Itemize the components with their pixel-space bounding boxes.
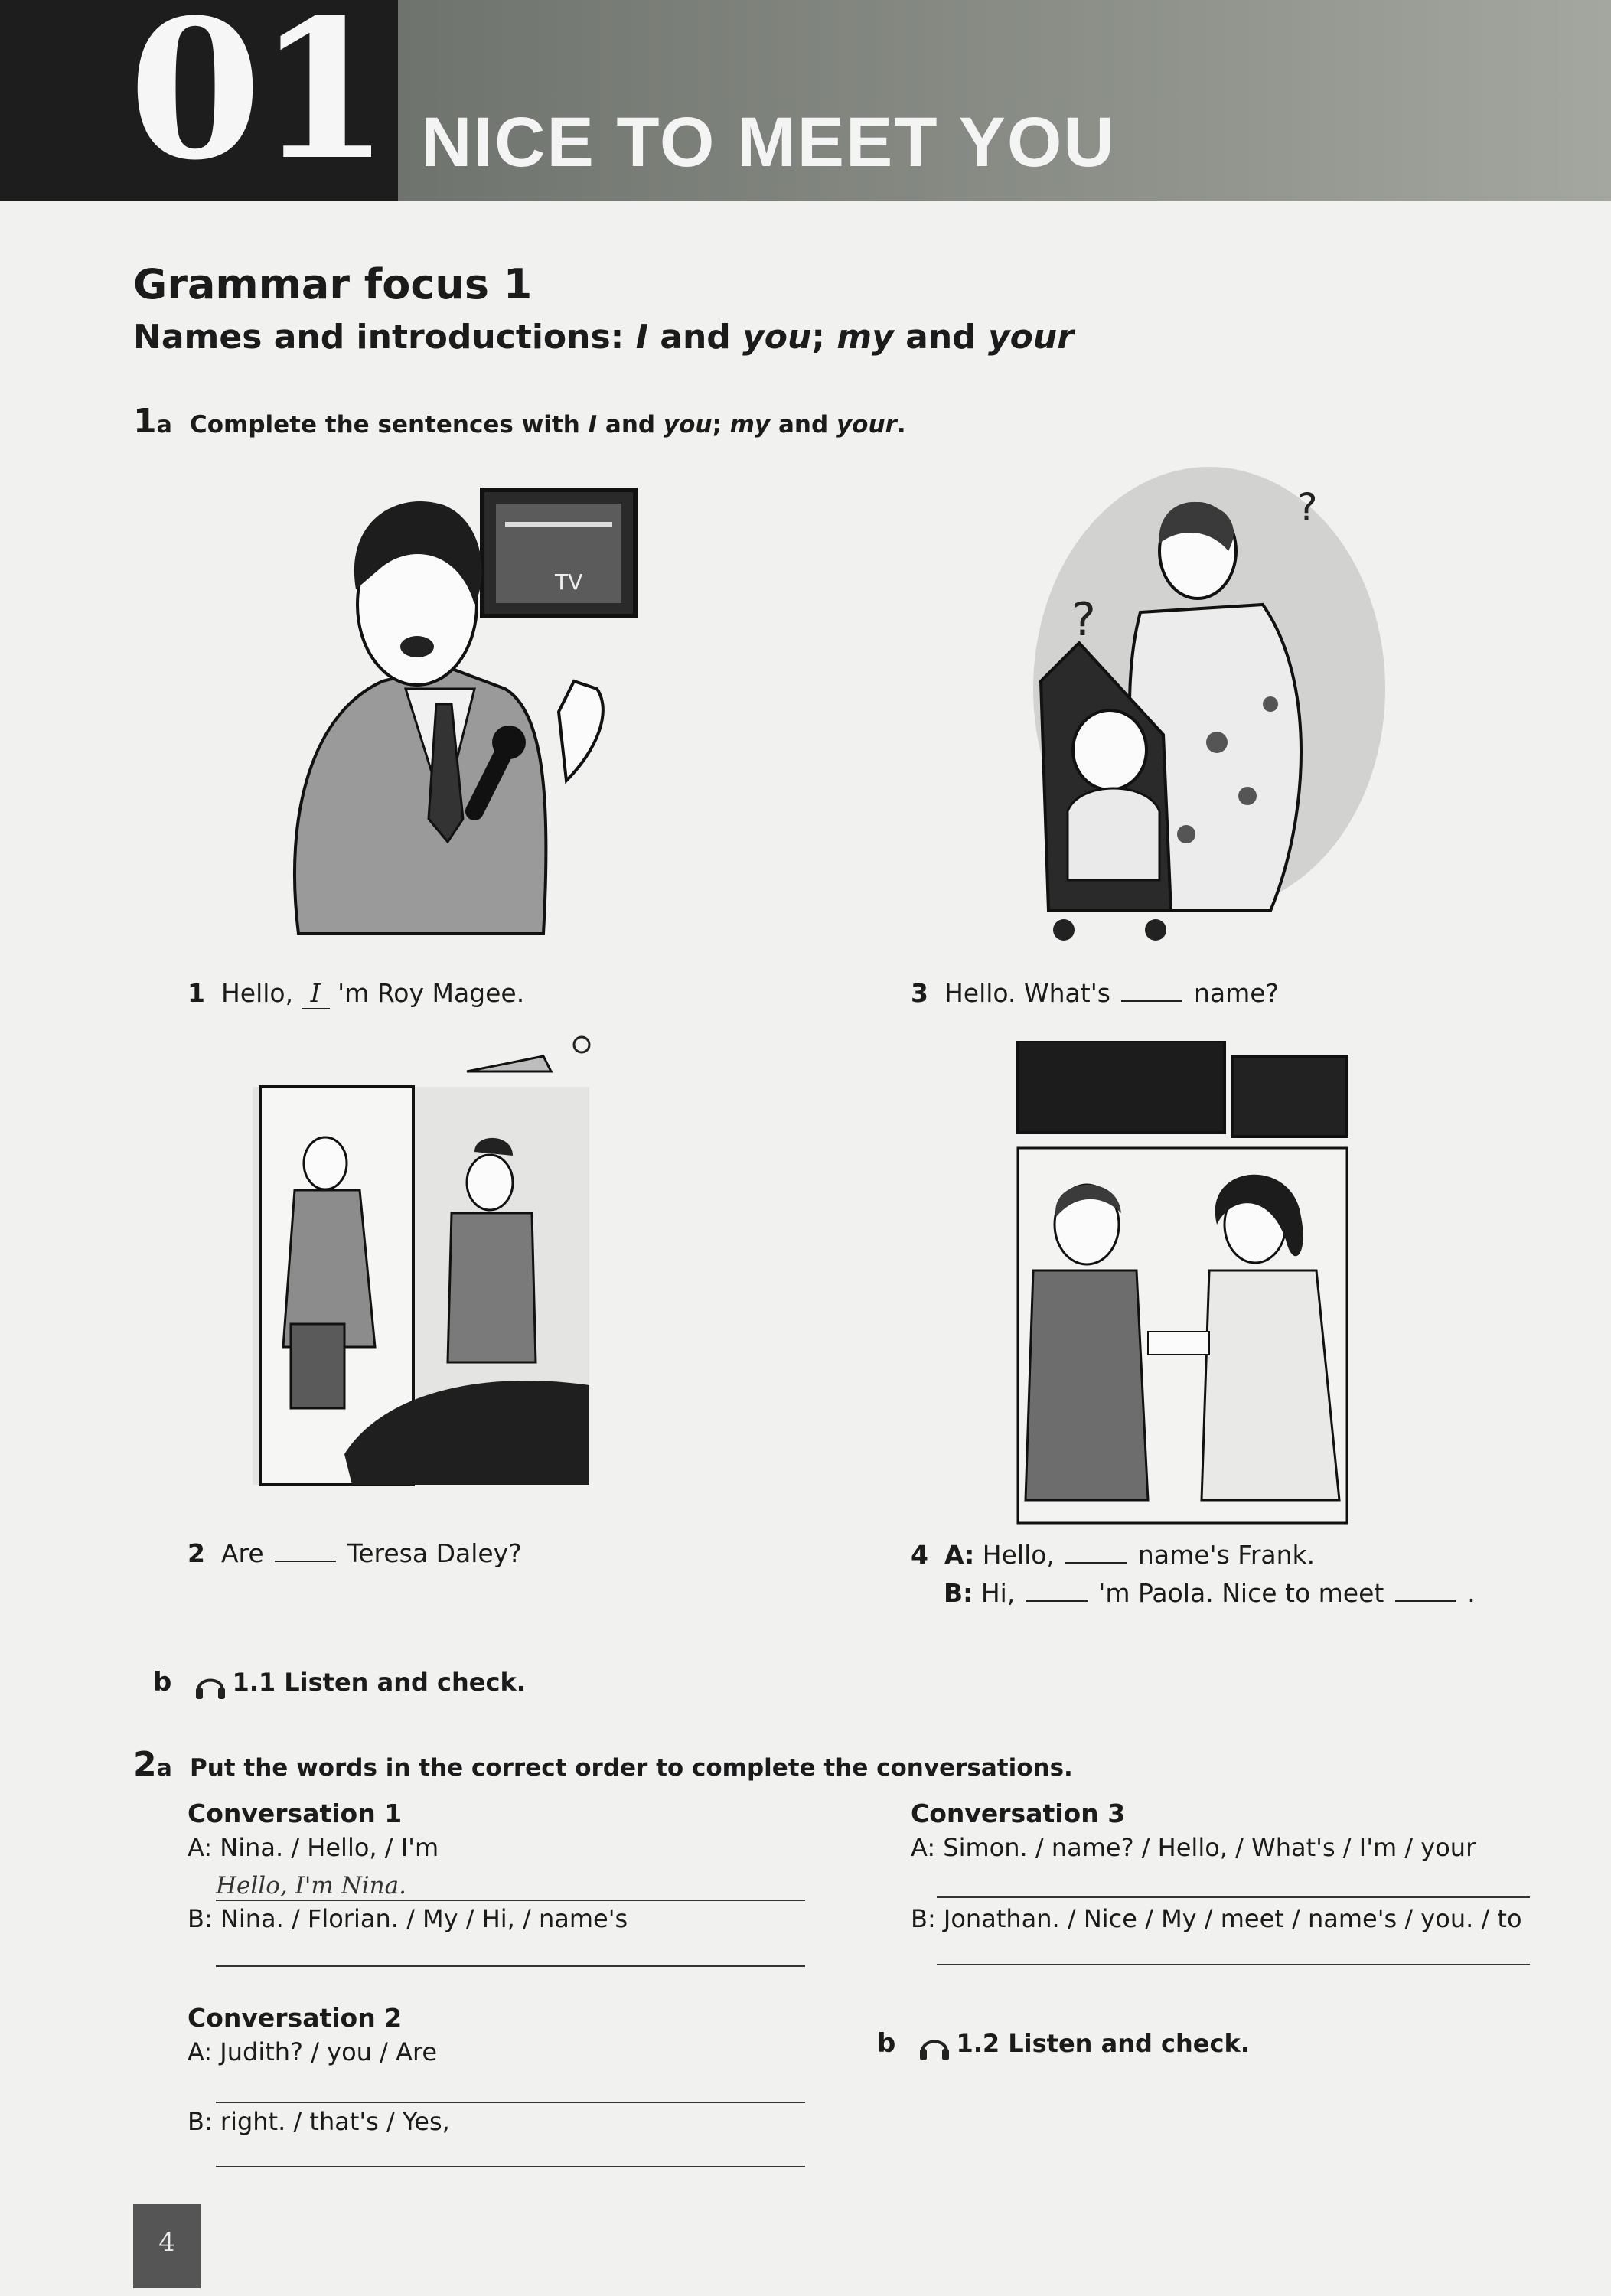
exercise-instruction: Put the words in the correct order to complete the conversations. <box>189 1754 1073 1782</box>
section-subtitle: Names and introductions: I and you; my and your <box>133 318 1074 357</box>
exercise-number: 2a <box>133 1745 172 1784</box>
conversation-1-line-a: A: Nina. / Hello, / I'm <box>188 1833 439 1862</box>
exercise-instruction: Complete the sentences with I and you; my and your. <box>189 411 906 439</box>
headphones-icon[interactable] <box>918 2032 951 2066</box>
item-4-blank-b1[interactable] <box>1026 1580 1088 1602</box>
illustration-tv-presenter <box>253 459 651 949</box>
conversation-2-line-b: B: right. / that's / Yes, <box>188 2107 450 2136</box>
conversation-1-answer-a: Hello, I'm Nina. <box>216 1872 406 1900</box>
item-3-blank[interactable] <box>1121 980 1182 1002</box>
illustration-mother-and-baby <box>995 452 1393 949</box>
conversation-1-title: Conversation 1 <box>188 1799 403 1828</box>
svg-text:?: ? <box>1297 485 1318 530</box>
item-1-sentence: 1 Hello, I 'm Roy Magee. <box>188 978 525 1008</box>
answer-line[interactable] <box>216 2102 805 2103</box>
answer-line[interactable] <box>216 1965 805 1967</box>
conversation-3-line-b: B: Jonathan. / Nice / My / meet / name's / you. / to <box>911 1904 1522 1933</box>
item-4-blank-a[interactable] <box>1065 1542 1127 1564</box>
answer-line[interactable] <box>216 1900 805 1901</box>
exercise-1a-heading <box>133 402 906 441</box>
conversation-3-title: Conversation 3 <box>911 1799 1126 1828</box>
conversation-1-line-b: B: Nina. / Florian. / My / Hi, / name's <box>188 1904 628 1933</box>
illustration-airport-scene <box>253 1026 605 1500</box>
illustration-meeting-scene <box>1003 1041 1362 1531</box>
exercise-2a-heading <box>133 1745 1073 1784</box>
conversation-2-title: Conversation 2 <box>188 2003 403 2033</box>
item-2-sentence: 2 Are Teresa Daley? <box>188 1538 522 1568</box>
exercise-2b: b 1.2 Listen and check. <box>877 2028 1250 2066</box>
headphones-icon[interactable] <box>194 1671 227 1704</box>
conversation-3-line-a: A: Simon. / name? / Hello, / What's / I'm / your <box>911 1833 1476 1862</box>
exercise-1b: b 1.1 Listen and check. <box>153 1667 526 1704</box>
section-title: Grammar focus 1 <box>133 260 533 308</box>
item-4-line-b: B: Hi, 'm Paola. Nice to meet . <box>944 1578 1476 1608</box>
exercise-number: 1a <box>133 402 172 441</box>
svg-text:TV: TV <box>555 569 583 595</box>
answer-line[interactable] <box>216 2166 805 2167</box>
item-4-line-a: 4 A: Hello, name's Frank. <box>911 1540 1316 1570</box>
answer-line[interactable] <box>937 1896 1530 1898</box>
unit-title: NICE TO MEET YOU <box>421 103 1116 181</box>
item-2-blank[interactable] <box>275 1541 336 1562</box>
answer-line[interactable] <box>937 1964 1530 1965</box>
svg-text:?: ? <box>1071 593 1096 647</box>
item-1-answer[interactable]: I <box>302 978 330 1009</box>
item-4-blank-b2[interactable] <box>1395 1580 1456 1602</box>
item-3-sentence: 3 Hello. What's name? <box>911 978 1280 1008</box>
conversation-2-line-a: A: Judith? / you / Are <box>188 2037 438 2066</box>
unit-number: 01 <box>129 0 386 202</box>
page-number: 4 <box>133 2204 201 2288</box>
